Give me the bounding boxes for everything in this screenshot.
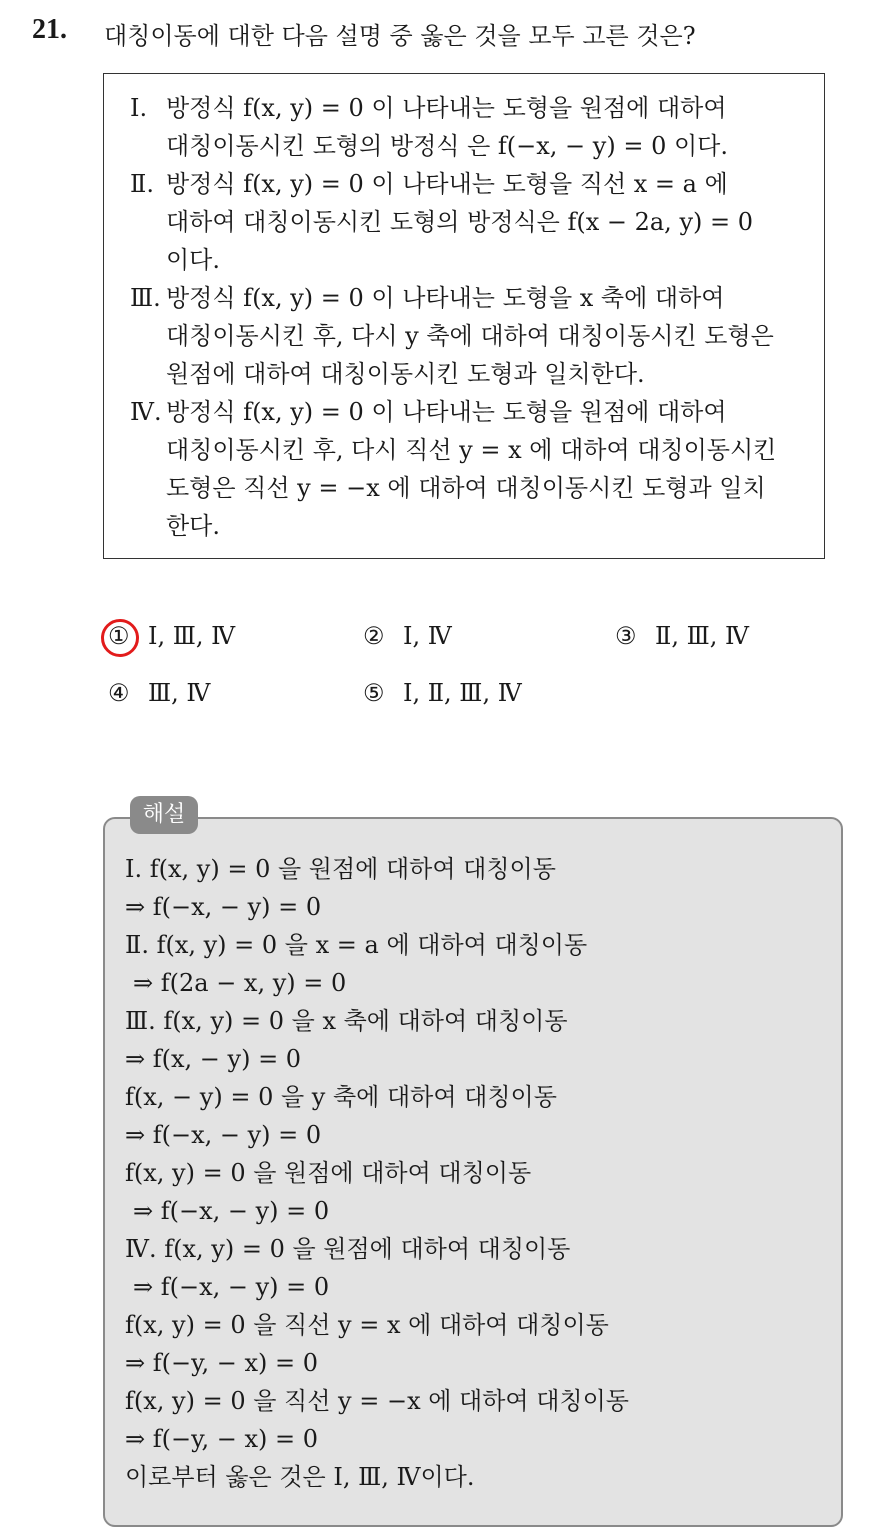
solution-body bbox=[125, 850, 629, 1496]
statement-line: 한다. bbox=[166, 512, 220, 540]
choice-text: Ⅲ, Ⅳ bbox=[148, 679, 211, 707]
statement-line: 도형은 직선 y = −x 에 대하여 대칭이동시킨 도형과 일치 bbox=[166, 474, 766, 502]
statement-2 bbox=[130, 165, 810, 279]
choice-number: ④ bbox=[108, 679, 130, 707]
statement-roman: Ⅰ. bbox=[130, 94, 148, 122]
choice-text: Ⅰ, Ⅱ, Ⅲ, Ⅳ bbox=[403, 679, 522, 707]
statement-line: 대하여 대칭이동시킨 도형의 방정식은 f(x − 2a, y) = 0 bbox=[166, 208, 754, 236]
statement-1 bbox=[130, 89, 810, 165]
statement-3 bbox=[130, 279, 810, 393]
choice-text: Ⅰ, Ⅳ bbox=[403, 622, 452, 650]
solution-line: f(x, y) = 0 을 직선 y = x 에 대하여 대칭이동 bbox=[125, 1311, 609, 1339]
solution-line: ⇒ f(x, − y) = 0 bbox=[125, 1045, 302, 1073]
choice-2[interactable] bbox=[363, 622, 452, 650]
solution-line: Ⅲ. f(x, y) = 0 을 x 축에 대하여 대칭이동 bbox=[125, 1007, 568, 1035]
choice-3[interactable] bbox=[615, 622, 749, 650]
statement-line: 원점에 대하여 대칭이동시킨 도형과 일치한다. bbox=[166, 360, 645, 388]
statement-line: 방정식 f(x, y) = 0 이 나타내는 도형을 직선 x = a 에 bbox=[166, 170, 728, 198]
statement-line: 방정식 f(x, y) = 0 이 나타내는 도형을 x 축에 대하여 bbox=[166, 284, 725, 312]
statement-line: 방정식 f(x, y) = 0 이 나타내는 도형을 원점에 대하여 bbox=[166, 94, 727, 122]
solution-line: ⇒ f(−x, − y) = 0 bbox=[125, 893, 322, 921]
solution-line: f(x, y) = 0 을 원점에 대하여 대칭이동 bbox=[125, 1159, 532, 1187]
statement-line: 방정식 f(x, y) = 0 이 나타내는 도형을 원점에 대하여 bbox=[166, 398, 727, 426]
statement-line: 대칭이동시킨 후, 다시 직선 y = x 에 대하여 대칭이동시킨 bbox=[166, 436, 777, 464]
solution-line: 이로부터 옳은 것은 Ⅰ, Ⅲ, Ⅳ이다. bbox=[125, 1463, 475, 1491]
statement-roman: Ⅳ. bbox=[130, 398, 162, 426]
solution-tag: 해설 bbox=[130, 796, 198, 834]
choice-number: ② bbox=[363, 622, 385, 650]
statement-line: 대칭이동시킨 도형의 방정식 은 f(−x, − y) = 0 이다. bbox=[166, 132, 728, 160]
statement-roman: Ⅱ. bbox=[130, 170, 154, 198]
statement-line: 이다. bbox=[166, 246, 220, 274]
solution-line: Ⅳ. f(x, y) = 0 을 원점에 대하여 대칭이동 bbox=[125, 1235, 571, 1263]
choice-number: ① bbox=[108, 622, 130, 650]
solution-line: ⇒ f(−y, − x) = 0 bbox=[125, 1425, 318, 1453]
question-number: 21. bbox=[32, 14, 67, 45]
solution-line: Ⅱ. f(x, y) = 0 을 x = a 에 대하여 대칭이동 bbox=[125, 931, 588, 959]
choice-text: Ⅰ, Ⅲ, Ⅳ bbox=[148, 622, 236, 650]
solution-line: ⇒ f(−x, − y) = 0 bbox=[125, 1121, 322, 1149]
choice-5[interactable] bbox=[363, 679, 522, 707]
solution-line: f(x, y) = 0 을 직선 y = −x 에 대하여 대칭이동 bbox=[125, 1387, 629, 1415]
solution-line: ⇒ f(−x, − y) = 0 bbox=[133, 1273, 330, 1301]
statement-roman: Ⅲ. bbox=[130, 284, 161, 312]
choice-number: ⑤ bbox=[363, 679, 385, 707]
choice-number: ③ bbox=[615, 622, 637, 650]
solution-line: ⇒ f(−y, − x) = 0 bbox=[125, 1349, 318, 1377]
statement-line: 대칭이동시킨 후, 다시 y 축에 대하여 대칭이동시킨 도형은 bbox=[166, 322, 774, 350]
choice-1[interactable] bbox=[108, 622, 235, 650]
solution-line: f(x, − y) = 0 을 y 축에 대하여 대칭이동 bbox=[125, 1083, 557, 1111]
solution-line: ⇒ f(2a − x, y) = 0 bbox=[133, 969, 347, 997]
solution-line: ⇒ f(−x, − y) = 0 bbox=[133, 1197, 330, 1225]
question-text: 대칭이동에 대한 다음 설명 중 옳은 것을 모두 고른 것은? bbox=[104, 22, 696, 50]
choice-text: Ⅱ, Ⅲ, Ⅳ bbox=[655, 622, 749, 650]
choice-4[interactable] bbox=[108, 679, 210, 707]
solution-line: Ⅰ. f(x, y) = 0 을 원점에 대하여 대칭이동 bbox=[125, 855, 556, 883]
statement-4 bbox=[130, 393, 810, 545]
